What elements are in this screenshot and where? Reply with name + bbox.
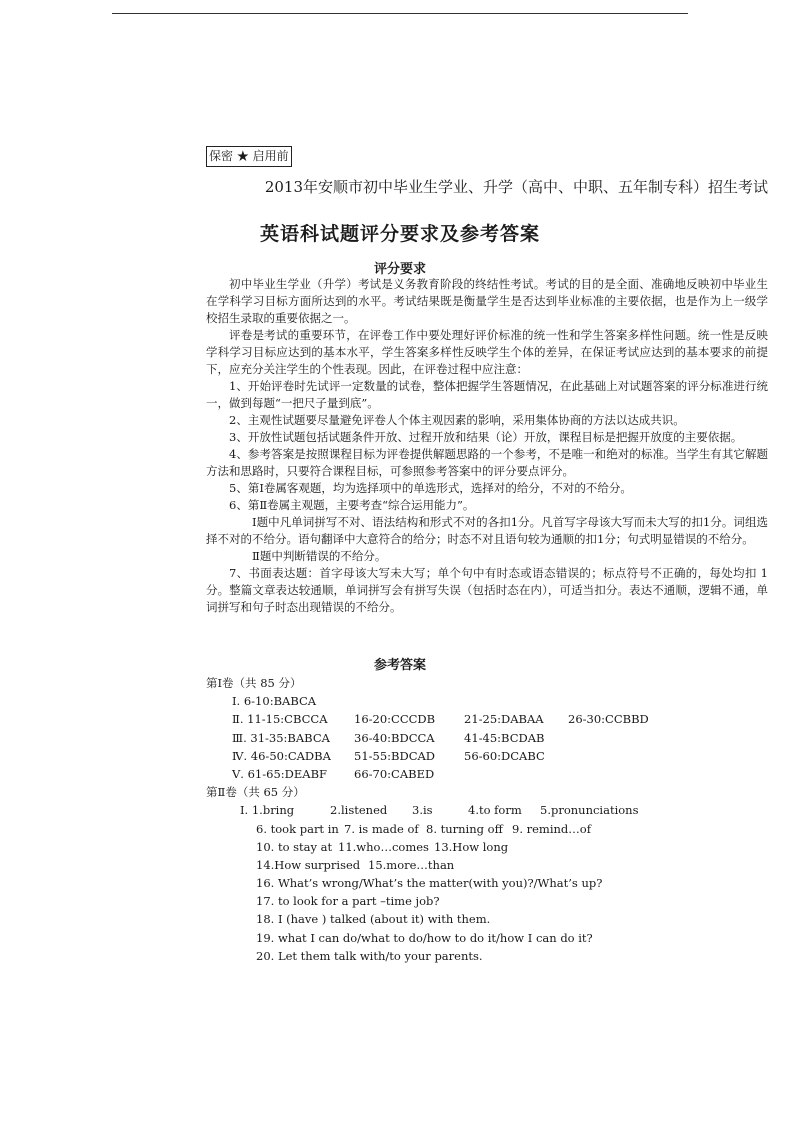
answer-cell: 8. turning off	[426, 821, 503, 836]
answer-cell: 4.to form	[468, 803, 522, 818]
answer-cell: 2.listened	[330, 803, 388, 818]
answer-cell: 5.pronunciations	[540, 803, 639, 818]
answer-row	[206, 747, 768, 765]
top-rule	[112, 13, 688, 14]
scoring-paragraph: 4、参考答案是按照课程目标为评卷提供解题思路的一个参考，不是唯一和绝对的标准。当学生有其它解题方法和思路时，只要符合课程目标，可参照参考答案中的评分要点评分。	[206, 447, 768, 478]
answer-row	[206, 801, 768, 819]
answer-cell: 18. I (have ) talked (about it) with them.	[256, 912, 491, 927]
answer-row	[206, 765, 768, 783]
exam-title: 2013年安顺市初中毕业生学业、升学（高中、中职、五年制专科）招生考试	[264, 178, 768, 196]
answer-cell: 19. what I can do/what to do/how to do it/how I can do it?	[256, 930, 593, 945]
answer-cell: 9. remind…of	[512, 821, 591, 836]
reference-answers-title: 参考答案	[373, 658, 426, 673]
answer-cell: 3.is	[412, 803, 433, 818]
answer-cell: 51-55:BDCAD	[354, 748, 436, 763]
answer-cell: Ⅰ. 1.bring	[240, 803, 295, 818]
answer-row	[206, 729, 768, 747]
answer-row	[206, 692, 768, 710]
answer-cell: 26-30:CCBBD	[568, 712, 649, 727]
answer-cell: 41-45:BCDAB	[464, 730, 545, 745]
answer-row	[206, 874, 768, 892]
answer-row	[206, 892, 768, 910]
answer-cell: 13.How long	[434, 839, 509, 854]
answer-row	[206, 947, 768, 965]
scoring-paragraph: 7、书面表达题：首字母该大写未大写；单个句中有时态或语态错误的；标点符号不正确的，每处均扣 1 分。整篇文章表达较通顺，单词拼写会有拼写失误（包括时态在内），可适当扣分。表达不通顺，逻辑不通，单词拼写和句子时态出现错误的不给分。	[206, 566, 768, 614]
reference-answers	[206, 674, 768, 965]
answer-cell: Ⅱ. 11-15:CBCCA	[232, 712, 328, 727]
scoring-requirements-title: 评分要求	[373, 262, 426, 277]
answer-row	[206, 820, 768, 838]
confidential-label: 保密 ★ 启用前	[206, 146, 292, 167]
answer-cell: 36-40:BDCCA	[354, 730, 435, 745]
scoring-paragraph: 评卷是考试的重要环节，在评卷工作中要处理好评价标准的统一性和学生答案多样性问题。统一性是反映学科学习目标应达到的基本水平，学生答案多样性反映学生个体的差异，在保证考试应达到的基本要求的前提下，应充分关注学生的个性表现。因此，在评卷过程中应注意：	[206, 328, 768, 376]
scoring-paragraph: Ⅰ题中凡单词拼写不对、语法结构和形式不对的各扣1分。凡首写字母该大写而未大写的扣1分。词组选择不对的不给分。语句翻译中大意符合的给分；时态不对且语句较为通顺的扣1分；句式明显错误的不给分。	[206, 515, 768, 546]
answer-cell: Ⅰ. 6-10:BABCA	[232, 694, 317, 709]
answer-row	[206, 838, 768, 856]
answer-row	[206, 929, 768, 947]
answer-cell: 10. to stay at	[256, 839, 333, 854]
scoring-paragraph: 初中毕业生学业（升学）考试是义务教育阶段的终结性考试。考试的目的是全面、准确地反映初中毕业生在学科学习目标方面所达到的水平。考试结果既是衡量学生是否达到毕业标准的主要依据，也是作为上一级学校招生录取的重要依据之一。	[206, 277, 768, 325]
answer-row	[206, 856, 768, 874]
answer-cell: 7. is made of	[344, 821, 419, 836]
part1-heading: 第Ⅰ卷（共 85 分）	[206, 676, 302, 690]
answer-cell: Ⅴ. 61-65:DEABF	[232, 766, 327, 781]
scoring-requirements-body	[206, 276, 768, 616]
part2-heading: 第Ⅱ卷（共 65 分）	[206, 785, 305, 800]
scoring-paragraph: Ⅱ题中判断错误的不给分。	[252, 549, 387, 563]
answer-cell: 6. took part in	[256, 821, 339, 836]
answer-cell: 20. Let them talk with/to your parents.	[256, 948, 483, 963]
page-title: 英语科试题评分要求及参考答案	[259, 223, 540, 245]
scoring-paragraph: 1、开始评卷时先试评一定数量的试卷，整体把握学生答题情况，在此基础上对试题答案的评分标准进行统一，做到每题“一把尺子量到底”。	[206, 379, 768, 410]
answer-cell: 15.more…than	[368, 857, 455, 872]
scoring-paragraph: 2、主观性试题要尽量避免评卷人个体主观因素的影响，采用集体协商的方法以达成共识。	[229, 413, 685, 427]
answer-cell: 21-25:DABAA	[464, 712, 544, 727]
answer-cell: 16-20:CCCDB	[354, 712, 436, 727]
answer-cell: 56-60:DCABC	[464, 748, 545, 763]
scoring-paragraph: 6、第Ⅱ卷属主观题，主要考查“综合运用能力”。	[229, 498, 475, 512]
answer-cell: Ⅲ. 31-35:BABCA	[232, 730, 330, 745]
answer-row	[206, 710, 768, 728]
answer-cell: 16. What’s wrong/What’s the matter(with you)?/What’s up?	[256, 876, 603, 891]
answer-cell: 17. to look for a part –time job?	[256, 894, 440, 909]
answer-cell: 14.How surprised	[256, 857, 361, 872]
answer-row	[206, 910, 768, 928]
answer-cell: 66-70:CABED	[354, 766, 435, 781]
scoring-paragraph: 3、开放性试题包括试题条件开放、过程开放和结果（论）开放，课程目标是把握开放度的主要依据。	[229, 430, 743, 444]
answer-cell: 11.who…comes	[338, 839, 429, 854]
scoring-paragraph: 5、第Ⅰ卷属客观题，均为选择项中的单选形式，选择对的给分，不对的不给分。	[229, 481, 632, 495]
answer-cell: Ⅳ. 46-50:CADBA	[232, 748, 331, 763]
